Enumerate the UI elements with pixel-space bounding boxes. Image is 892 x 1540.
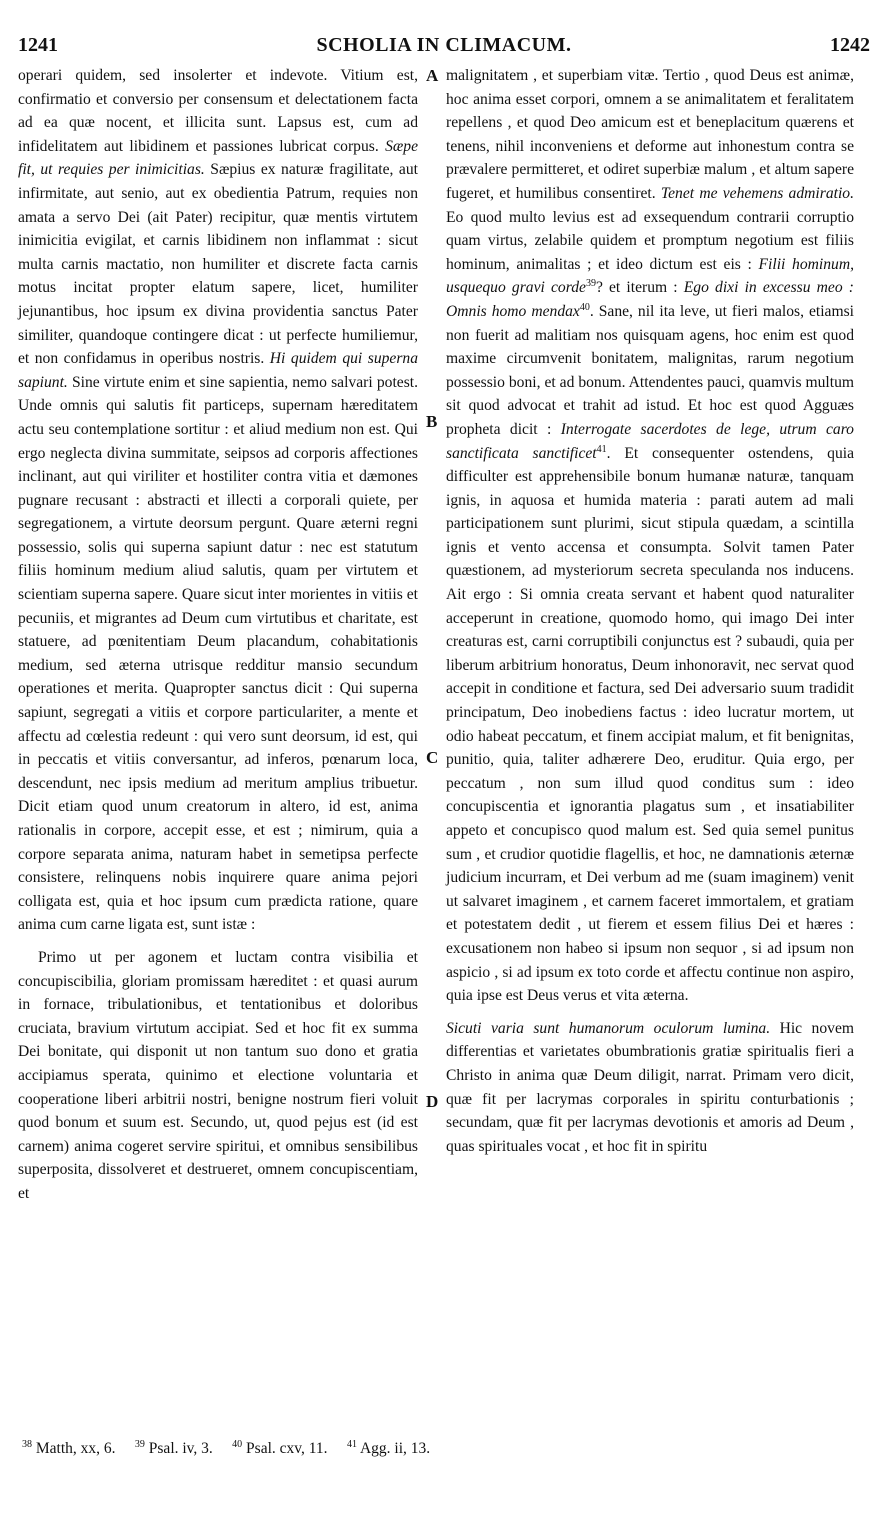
running-title: SCHOLIA IN CLIMACUM. bbox=[316, 34, 572, 56]
lemma-tenet-me: Tenet me vehemens admiratio. bbox=[660, 184, 854, 202]
footnote-num-40: 40 bbox=[232, 1438, 243, 1450]
left-paragraph-2: Primo ut per agonem et luctam contra visibilia et concupiscibilia, gloriam promissam hæreditet : et quasi aurum in fornace, tribulationibus, et tentationibus et doloribus cruciata, bravium virtutum accipiat. Sed et hoc fit ex summa Dei bonitate, qui disponit ut non tantum suo dono et gratia accipiamus sperata, quinimo et electione voluntaria et cooperatione liberi arbitrii nostri, benigne nostrum fieri voluit quod bonum et suum est. Secundo, ut, quod pejus est (id est carnem) anima cogeret servire spiritui, et omnibus sensibilibus superposita, dissolveret et destrueret, omnem concupiscentiam, et bbox=[18, 948, 418, 1202]
quote-ego-dixi: Ego dixi in excessu meo : Omnis homo mendax bbox=[446, 279, 854, 320]
footnote-num-39: 39 bbox=[134, 1438, 145, 1450]
footnote-num-38: 38 bbox=[22, 1438, 32, 1450]
quote-filii-hominum: Filii hominum, usquequo gravi corde bbox=[446, 255, 854, 297]
lemma-hi-quidem: Hi quidem qui superna sapiunt. bbox=[18, 350, 419, 391]
page-number-right: 1242 bbox=[830, 34, 870, 56]
footnote-ref-40: 40 bbox=[579, 301, 590, 313]
left-column bbox=[18, 64, 418, 1206]
footnote-ref-39: 39 bbox=[585, 278, 596, 290]
footnote-ref-41: 41 bbox=[596, 443, 607, 455]
right-paragraph-1: malignitatem , et superbiam vitæ. Tertio , quod Deus est animæ, hoc anima esset corpori, omnem a se animalitatem et feralitatem repellens , et quod Deo amicum est et beneplacitum quærens et tenens, nihil inconveniens et deforme aut inhonestum contra se prævalere permitteret, et odiret superbiæ malum , et altum sapere fugeret, et humilibus consentiret. Tenet me vehemens admiratio. Eo quod multo levius est ad exsequendum contrarii corruptio quam virtus, zelabile quidem et promptum negotium est filiis hominum, animalitas ; et ideo dictum est eis : Filii hominum, usquequo gravi corde$^{39}$? et iterum : Ego dixi in excessu meo : Omnis homo mendax$^{40}$. Sane, nil ita leve, ut fieri malos, etiamsi non fuerit ad malitiam nos quisquam agens, hoc enim est quod maxime circumvenit bonitatem, malignitas, rarum negotium possessio boni, et ad bonum. Attendentes pauci, quamvis multum sit quod advocat et trahit ad istud. Et hoc est quod Agguæs propheta dicit : Interrogate sacerdotes de lege, utrum caro sanctificata sanctificet$^{41}$. Et consequenter ostendens, quia difficulter est apprehensibile bonum humanæ naturæ, tanquam ignis, in aquosa et humida materia : parati autem ad mali participationem sunt plurimi, sicut stipula quædam, a scintilla ignis et vento accensa et consumpta. Solvit tamen Pater quæstionem, ad mysteriorum secreta speculanda nos inducens. Ait ergo : Si omnia creata servant et habent quod naturaliter acceperunt in creatione, quomodo homo, qui imago Dei inter creaturas est, carni corruptibili conjunctus est ? subaudi, quia per liberum arbitrium honoratus, Deum inhonoravit, nec servat quod accepit in conditione et factura, sed Dei adversario suum tradidit principatum, Deo inobediens factus : ideo lucratur mortem, ut odio habeat peccatum, et finem accipiat malum, et fit benignitas, punitio, quia, taliter adhærere Deo, eruditur. Quia ergo, per peccatum , non sum illud quod conditus sum : ideo concupiscentia et ignorantia plagatus sum , et insatiabiliter appeto et concupisco quod malum est. Sed quia semel punitus sum , et crudior quotidie flagellis, et hoc, ne damnationis æternæ judicium incurram, et Dei verbum ad me (suam imaginem) venit ut salvaret imaginem , et carnem faceret immortalem, et gratiam et potestatem dedit , ut fierem et essem filius Dei et hæres : excusationem non habeo si ipsum non sequor , si ad ipsum non aspicio , si ad ipsum ex toto corde et affectu continue non aspiro, quia ipse est Deus verus et vita æterna. bbox=[446, 67, 855, 1005]
footnote-40: Psal. cxv, 11. bbox=[246, 1440, 328, 1457]
page-header bbox=[18, 34, 870, 64]
right-column bbox=[446, 64, 854, 1158]
lemma-sicuti-varia: Sicuti varia sunt humanorum oculorum lumina. bbox=[446, 1019, 771, 1037]
margin-marker-b: B bbox=[426, 412, 438, 431]
left-paragraph-1: operari quidem, sed insolerter et indevote. Vitium est, confirmatio et conversio per consensum et delectationem facta ad ea quæ nocent, et illicita sunt. Lapsus est, cum ad infidelitatem aut libidinem et passiones lubricat corpus. Sæpe fit, ut requies per inimicitias. Sæpius ex naturæ fragilitate, aut infirmitate, aut senio, aut ex obedientia Patrum, requies non amata a servo Dei (ait Pater) recipitur, quæ mentis virtutem inimicitia evigilat, et carnis libidinem non inflammat : sicut multa carnis mactatio, non humiliter et discrete facta carnis motus incitat propter elatum sapere, licet, humiliter jejunantibus, hoc ipsum ex divina providentia sanctus Pater similiter, quandoque contingere dicat : ut perfecte humiliemur, et non confidamus in operibus nostris. Hi quidem qui superna sapiunt. Sine virtute enim et sine sapientia, nemo salvari potest. Unde omnis qui salutis fit particeps, supernam hæreditatem actu seu contemplatione sortitur : et aliud medium non est. Qui ergo neglecta divina summitate, seipsos ad corporis affectiones inclinant, aut qui viriliter et hostiliter contra vitia et dæmones pugnare recusant : abstracti et illecti a corporali quiete, per segregationem, a virtute deorsum pergunt. Quare æterni regni possessio, solis qui superna sapiunt datur : nec est statutum filiis hominum medium aliud salutis, quam per virtutem et scientiam superna sapere. Quare sicut inter morientes in vitiis et pecuniis, et migrantes ad Deum cum virtutibus et charitate, est statuere, ad pœnitentiam Deum placandum, cohabitationis medium, sed æterna utrisque redditur mansio secundum operationes et merita. Quapropter sanctus dicit : Qui superna sapiunt, segregati a vitiis et corpore particulariter, a mente et affectu ad cœlestia redeunt : qui vero sunt deorsum, id est, qui in peccatis et vitiis conversantur, ad inferos, pœnarum loca, descendunt, nec ipsis medium ad meritum amplius tribuetur. Dicit etiam quod unum creatorum in altero, id est, anima rationalis in corpore, accepit esse, et est ; nimirum, quia a corpore separata anima, naturam habet in semetipsa perfecte consistere, relinquens nobis inquirere quare anima pejori colligata est, quia et hoc ipsum cum prædicta ratione, quare anima cum carne ligata est, sunt istæ : bbox=[18, 67, 419, 934]
footnotes bbox=[22, 1440, 430, 1458]
footnote-39: Psal. iv, 3. bbox=[148, 1440, 213, 1457]
page-number-left: 1241 bbox=[18, 34, 58, 56]
quote-interrogate: Interrogate sacerdotes de lege, utrum caro sanctificata sanctificet bbox=[446, 420, 854, 462]
footnote-38: Matth, xx, 6. bbox=[35, 1440, 116, 1457]
margin-marker-c: C bbox=[426, 748, 439, 767]
margin-marker-a: A bbox=[426, 66, 439, 85]
footnote-num-41: 41 bbox=[346, 1438, 357, 1450]
lemma-saepe-fit: Sæpe fit, ut requies per inimicitias. bbox=[18, 137, 418, 179]
footnote-41: Agg. ii, 13. bbox=[359, 1440, 431, 1457]
margin-marker-d: D bbox=[426, 1092, 439, 1111]
right-paragraph-2: Sicuti varia sunt humanorum oculorum lumina. Hic novem differentias et varietates obumbrationis gratiæ spiritualis fieri a Christo in anima quæ Deum diligit, narrat. Primam vero dicit, quæ fit per lacrymas corporales in spiritu conturbationis ; secundam, quæ fit per lacrymas devotionis et amoris ad Deum , quas spirituales vocat , et hoc fit in spiritu bbox=[446, 1019, 854, 1155]
